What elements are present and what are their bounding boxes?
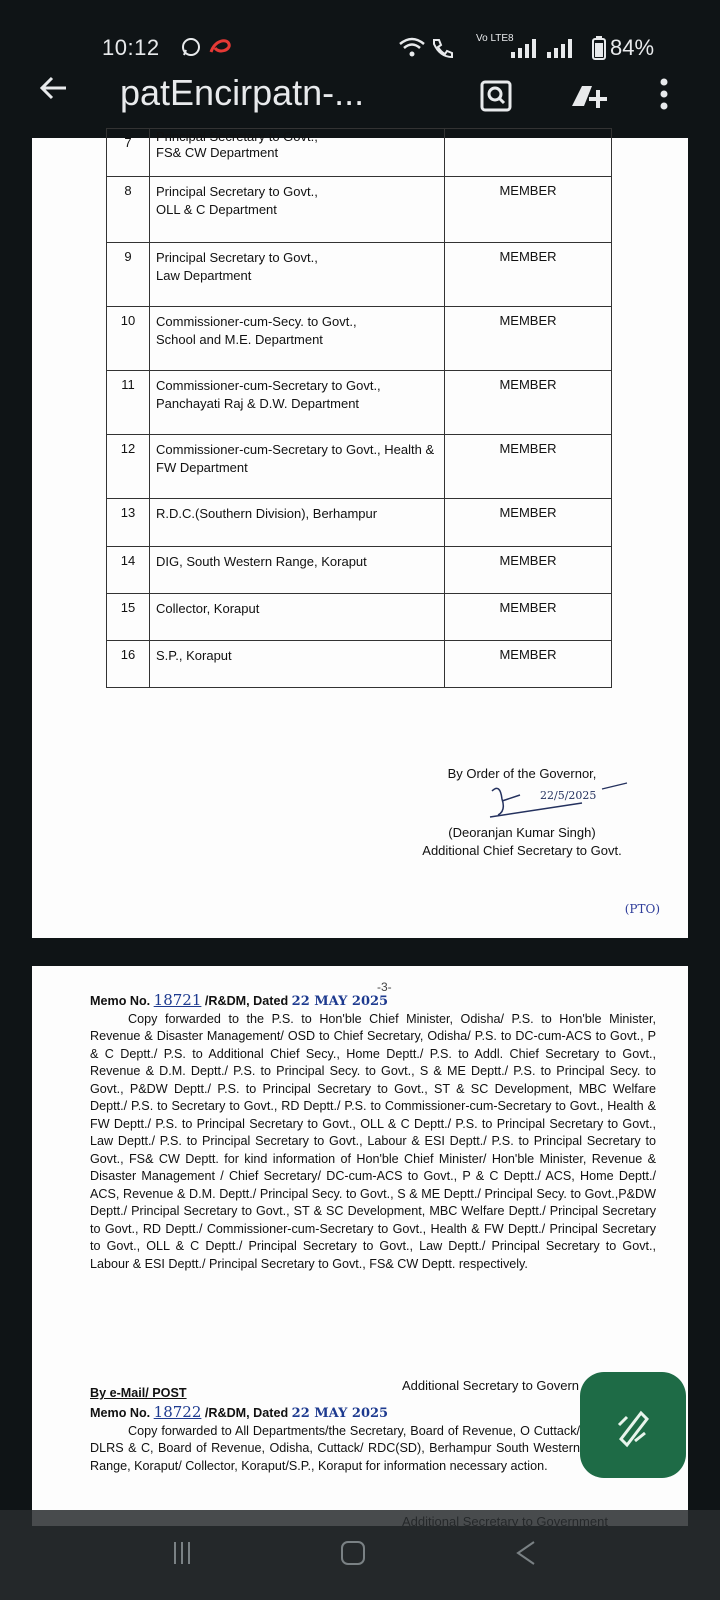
designation-line: FW Department: [156, 460, 248, 475]
wifi-icon: [398, 36, 426, 58]
row-role: MEMBER: [445, 307, 612, 371]
memo-body: Copy forwarded to the P.S. to Hon'ble Chief Minister, Odisha/ P.S. to Hon'ble Minister, Revenue & Disaster Management/ OSD to Chief Secretary, Odisha/ P.S. to DC-cum-ACS to Govt., P & C Deptt./ P.S. to Additional Chief Secy., Home Deptt./ P.S. to Addl. Chief Secretary to Govt., Revenue & D.M. Deptt./ P.S. to Principal Secy. to Govt., S & ME Deptt./ P.S. to Principal Secy. to Govt., P&DW Deptt./ P.S. to Principal Secretary to Govt., ST & SC Development, MBC Welfare Deptt./ P.S. to Secretary to Govt., RD Deptt./ P.S. to Commissioner-cum-Secretary to Govt., Health & FW Deptt./ P.S. to Principal Secretary to Govt., OLL & C Deptt./ P.S. to Principal Secretary to Govt., Law Deptt./ P.S. to Principal Secretary to Govt., Labour & ESI Deptt./ P.S. to Principal Secretary to Govt., FS& CW Deptt. for kind information of Hon'ble Chief Minister/ Hon'ble Minister, Revenue & Disaster Management / Chief Secretary/ DC-cum-ACS to Govt., P & C Deptt./ ACS, Home Deptt./ ACS, Revenue & D.M. Deptt./ Principal Secy. to Govt., S & ME Deptt./ Principal Secy. to Govt.,P&DW Deptt./ Principal Secretary to Govt., ST & SC Development, MBC Welfare Deptt./ Principal Secretary to Govt., RD Deptt./ Commissioner-cum-Secretary to Govt., Health & FW Deptt./ Principal Secretary to Govt., OLL & C Deptt./ Principal Secretary to Govt., Law Deptt./ Principal Secretary to Govt., Labour & ESI Deptt./ Principal Secretary to Govt., FS& CW Deptt. respectively.: [90, 1011, 656, 1271]
designation-line: Principal Secretary to Govt.,: [156, 129, 318, 144]
navigation-bar: [0, 1510, 720, 1600]
document-page-2: [32, 129, 688, 938]
table-row: [107, 499, 612, 547]
row-role: MEMBER: [445, 641, 612, 688]
designation-line: R.D.C.(Southern Division), Berhampur: [156, 506, 378, 521]
memo-date-stamp: 22 MAY 2025: [291, 1406, 389, 1421]
battery-percent: 84%: [610, 35, 655, 60]
airtel-icon: [207, 36, 233, 58]
row-designation: [150, 307, 445, 371]
table-row: [107, 177, 612, 243]
memo-number: 18722: [153, 1403, 202, 1421]
table-row: [107, 129, 612, 177]
drive-add-icon[interactable]: [568, 78, 604, 114]
memo-18721: [90, 992, 656, 1273]
designation-line: FS& CW Department: [156, 145, 279, 160]
signature-block: [372, 766, 672, 858]
row-designation: [150, 499, 445, 547]
memo-number: 18721: [153, 991, 202, 1009]
back-triangle-icon[interactable]: [514, 1540, 538, 1573]
designation-line: DIG, South Western Range, Koraput: [156, 554, 367, 569]
designation-line: OLL & C Department: [156, 202, 277, 217]
memo-18722: [90, 1404, 656, 1475]
row-designation: [150, 371, 445, 435]
row-designation: [150, 547, 445, 594]
row-number: 8: [107, 177, 150, 243]
table-row: [107, 371, 612, 435]
more-vert-icon[interactable]: [658, 76, 670, 120]
row-designation: [150, 641, 445, 688]
row-role: MEMBER: [445, 243, 612, 307]
row-number: 10: [107, 307, 150, 371]
designation-line: Commissioner-cum-Secretary to Govt.,: [156, 378, 381, 393]
designation-line: Commissioner-cum-Secretary to Govt., Health &: [156, 442, 435, 457]
volte-label: Vo LTE8: [476, 33, 514, 44]
memo-label: Memo No.: [90, 994, 151, 1008]
file-title: patEncirpatn-...: [120, 72, 365, 113]
whatsapp-icon: [180, 36, 202, 58]
row-designation: [150, 129, 445, 177]
row-designation: [150, 594, 445, 641]
table-row: [107, 641, 612, 688]
row-number: 16: [107, 641, 150, 688]
signatory-title: Additional Chief Secretary to Govt.: [422, 843, 622, 858]
designation-line: Commissioner-cum-Secy. to Govt.,: [156, 314, 357, 329]
committee-table: [106, 128, 612, 688]
row-role: MEMBER: [445, 435, 612, 499]
by-order-text: By Order of the Governor,: [447, 766, 597, 781]
designation-line: School and M.E. Department: [156, 332, 323, 347]
row-number: 15: [107, 594, 150, 641]
row-number: 14: [107, 547, 150, 594]
handwritten-signature: [372, 781, 672, 825]
row-role: MEMBER: [445, 499, 612, 547]
memo-suffix: /R&DM, Dated: [204, 994, 289, 1008]
table-row: [107, 547, 612, 594]
table-row: [107, 243, 612, 307]
memo-label: Memo No.: [90, 1406, 151, 1420]
table-row: [107, 307, 612, 371]
memo-suffix: /R&DM, Dated: [204, 1406, 289, 1420]
signature-date: 22/5/2025: [540, 789, 597, 802]
pto-note: (PTO): [624, 902, 660, 916]
table-row: [107, 435, 612, 499]
memo-body: Copy forwarded to All Departments/the Secretary, Board of Revenue, O Cuttack/ DLRS & C, Board of Revenue, Odisha, Cuttack/ RDC(SD), Berhampur South Western Range, Koraput/ Collector, Koraput/S.P., Koraput for information necessary action.: [90, 1423, 580, 1473]
row-role: MEMBER: [445, 177, 612, 243]
designation-line: Principal Secretary to Govt.,: [156, 250, 318, 265]
row-number: 7: [107, 129, 150, 177]
status-time: 10:12: [102, 35, 160, 60]
row-number: 13: [107, 499, 150, 547]
image-search-icon[interactable]: [478, 78, 514, 114]
signal-icon: [510, 38, 542, 58]
row-role: MEMBER: [445, 371, 612, 435]
back-arrow-icon[interactable]: [36, 70, 72, 116]
home-icon[interactable]: [340, 1540, 366, 1573]
call-wifi-icon: [430, 36, 456, 58]
edit-fab[interactable]: [580, 1372, 686, 1478]
designation-line: Panchayati Raj & D.W. Department: [156, 396, 360, 411]
memo-header: [90, 992, 656, 1011]
notification-icons: [180, 36, 233, 58]
connectivity-icons: [398, 36, 456, 63]
table-row: [107, 594, 612, 641]
edit-pen-icon: [611, 1405, 655, 1449]
row-number: 12: [107, 435, 150, 499]
row-role: MEMBER: [445, 547, 612, 594]
signatory-name: (Deoranjan Kumar Singh): [448, 825, 596, 840]
designation-line: Principal Secretary to Govt.,: [156, 184, 318, 199]
memo-header: [90, 1404, 656, 1423]
designation-line: S.P., Koraput: [156, 648, 232, 663]
memo1-signatory: Additional Secretary to Govern: [402, 1378, 580, 1393]
row-role: MEMBER: [445, 594, 612, 641]
signal-icon: [546, 38, 578, 58]
designation-line: Law Department: [156, 268, 252, 283]
row-role: [445, 129, 612, 177]
row-designation: [150, 243, 445, 307]
designation-line: Collector, Koraput: [156, 601, 260, 616]
row-number: 9: [107, 243, 150, 307]
email-post-label: By e-Mail/ POST: [90, 1386, 187, 1400]
recents-icon[interactable]: [170, 1540, 194, 1573]
memo-date-stamp: 22 MAY 2025: [291, 994, 389, 1009]
row-designation: [150, 177, 445, 243]
row-number: 11: [107, 371, 150, 435]
page-number: -3-: [377, 980, 392, 994]
row-designation: [150, 435, 445, 499]
